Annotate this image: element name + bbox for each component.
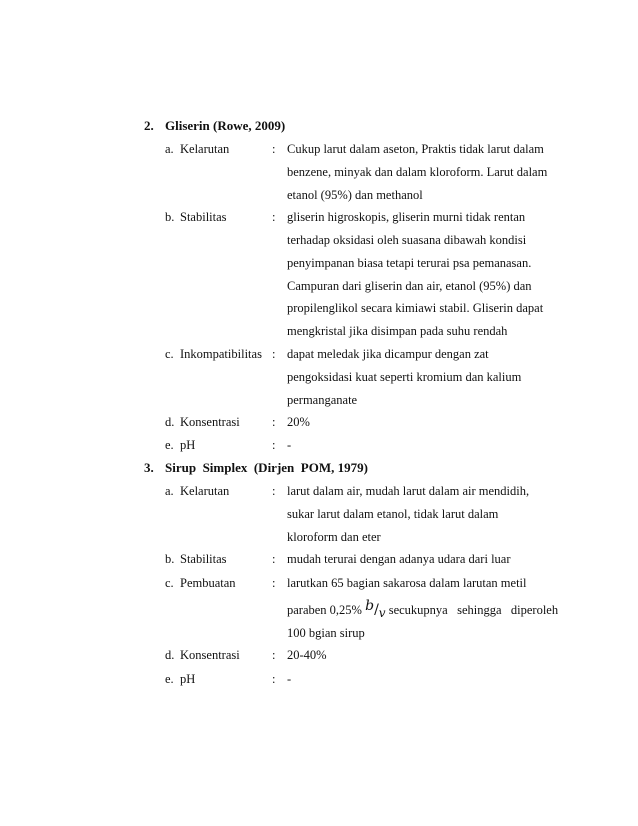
item-value-line: kloroform dan eter	[287, 530, 381, 544]
item-value-line: -	[287, 438, 292, 452]
formula-text-after: secukupnya sehingga diperoleh	[388, 603, 559, 617]
item-value-line: larutkan 65 bagian sakarosa dalam larutan metil	[287, 576, 527, 590]
item-label: Stabilitas	[180, 210, 227, 224]
item-colon: :	[272, 648, 276, 662]
item-colon: :	[272, 484, 276, 498]
item-label: Konsentrasi	[180, 415, 240, 429]
section-heading-gliserin	[144, 119, 285, 132]
item-letter: c.	[165, 576, 174, 590]
section-title: Gliserin (Rowe, 2009)	[165, 118, 286, 133]
item-colon: :	[272, 347, 276, 361]
item-colon: :	[272, 142, 276, 156]
item-letter: e.	[165, 438, 174, 452]
item-colon: :	[272, 438, 276, 452]
section-heading-sirup-simplex	[144, 461, 368, 474]
formula-text-before: paraben 0,25%	[287, 603, 362, 617]
item-label: Kelarutan	[180, 142, 230, 156]
item-letter: b.	[165, 210, 175, 224]
item-value-line: dapat meledak jika dicampur dengan zat	[287, 347, 489, 361]
item-label: Konsentrasi	[180, 648, 240, 662]
item-value-line: larut dalam air, mudah larut dalam air mendidih,	[287, 484, 530, 498]
item-value-line: benzene, minyak dan dalam kloroform. Larut dalam	[287, 165, 548, 179]
item-value-line: propilenglikol secara kimiawi stabil. Gliserin dapat	[287, 301, 544, 315]
formula-line	[287, 598, 559, 620]
item-value-line: mengkristal jika disimpan pada suhu rendah	[287, 324, 508, 338]
item-colon: :	[272, 672, 276, 686]
item-value-line: -	[287, 672, 292, 686]
section-number: 3.	[144, 460, 154, 475]
item-letter: c.	[165, 347, 174, 361]
item-value-line: Campuran dari gliserin dan air, etanol (95%) dan	[287, 279, 532, 293]
item-label-ph	[165, 673, 195, 686]
item-letter: d.	[165, 648, 175, 662]
item-colon: :	[272, 576, 276, 590]
item-label-konsentrasi	[165, 416, 240, 429]
item-label: Kelarutan	[180, 484, 230, 498]
item-value-line: pengoksidasi kuat seperti kromium dan kalium	[287, 370, 522, 384]
item-colon: :	[272, 552, 276, 566]
item-value-line: penyimpanan biasa tetapi terurai psa pemanasan.	[287, 256, 532, 270]
item-letter: a.	[165, 142, 174, 156]
item-value-line: terhadap oksidasi oleh suasana dibawah kondisi	[287, 233, 527, 247]
item-colon: :	[272, 210, 276, 224]
item-value-line: mudah terurai dengan adanya udara dari luar	[287, 552, 511, 566]
item-colon: :	[272, 415, 276, 429]
item-value-line: 20%	[287, 415, 310, 429]
fraction-numerator: b	[365, 598, 375, 614]
item-label: pH	[180, 438, 196, 452]
section-number: 2.	[144, 118, 154, 133]
item-label: Pembuatan	[180, 576, 236, 590]
item-value-line: 100 bgian sirup	[287, 626, 365, 640]
item-label: Inkompatibilitas	[180, 347, 262, 361]
item-label-inkompatibilitas	[165, 348, 262, 361]
item-value-line: etanol (95%) dan methanol	[287, 188, 423, 202]
item-label: pH	[180, 672, 196, 686]
item-letter: b.	[165, 552, 175, 566]
item-label-pembuatan	[165, 577, 236, 590]
item-label-ph	[165, 439, 195, 452]
fraction-slash: /	[374, 602, 379, 618]
item-label-kelarutan	[165, 143, 229, 156]
item-value-line: sukar larut dalam etanol, tidak larut dalam	[287, 507, 499, 521]
item-label-stabilitas	[165, 211, 227, 224]
section-title: Sirup Simplex (Dirjen POM, 1979)	[165, 460, 368, 475]
item-label-stabilitas	[165, 553, 227, 566]
item-letter: e.	[165, 672, 174, 686]
item-letter: d.	[165, 415, 175, 429]
item-value-line: permanganate	[287, 393, 358, 407]
item-label-kelarutan	[165, 485, 229, 498]
item-value-line: gliserin higroskopis, gliserin murni tidak rentan	[287, 210, 526, 224]
item-value-line: 20-40%	[287, 648, 327, 662]
item-letter: a.	[165, 484, 174, 498]
fraction-denominator: v	[378, 606, 386, 620]
item-label: Stabilitas	[180, 552, 227, 566]
item-value-line: Cukup larut dalam aseton, Praktis tidak larut dalam	[287, 142, 544, 156]
item-label-konsentrasi	[165, 649, 240, 662]
fraction-b-over-v	[365, 598, 386, 620]
